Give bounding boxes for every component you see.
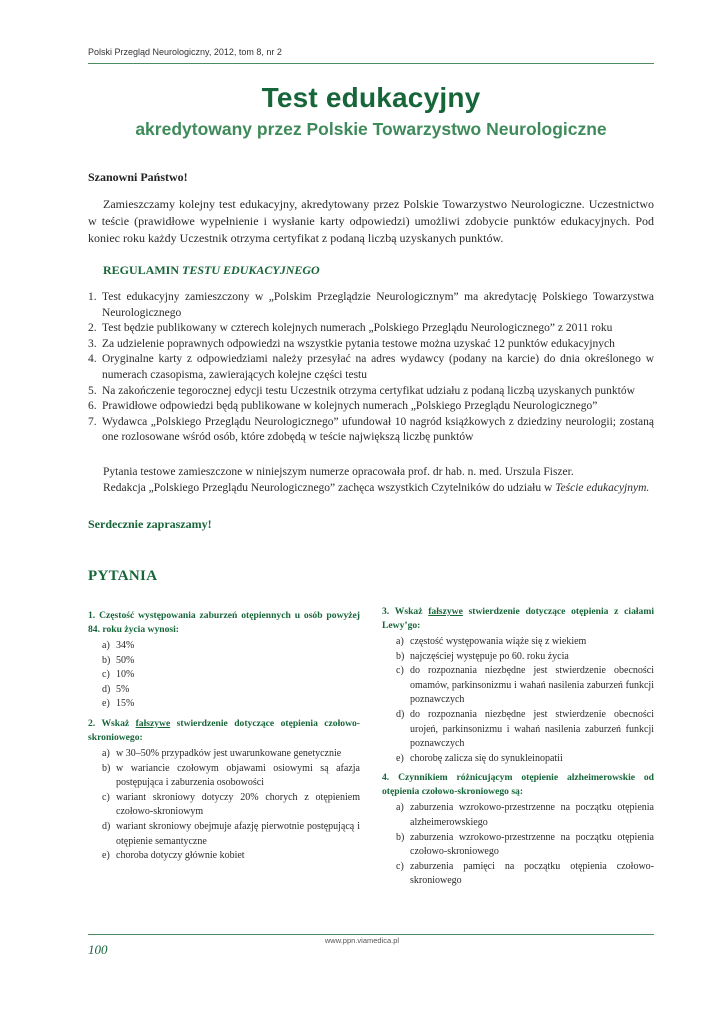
regulamin-item-number: 3. xyxy=(88,337,97,350)
footer-rule xyxy=(88,934,654,935)
answer-option-text: częstość występowania wiąże się z wiekiem xyxy=(410,636,587,647)
answer-option-text: w wariancie czołowym objawami osiowymi są afazja postępująca i zaburzenia osobowości xyxy=(116,762,360,789)
answer-option xyxy=(88,791,360,820)
regulamin-item-text: Oryginalne karty z odpowiedziami należy przesyłać na adres wydawcy (podany na karcie) do dnia określonego w numerach czasopisma, zawierających kolejne części testu xyxy=(102,353,654,381)
answer-option xyxy=(382,664,654,708)
answer-option-text: 5% xyxy=(116,683,130,695)
answer-option-letter: c) xyxy=(396,665,404,677)
question-text-part: 1. Częstość występowania zaburzeń otępiennych u osób powyżej 84. roku życia wynosi: xyxy=(88,610,360,635)
question-1-options xyxy=(88,639,360,712)
question-1-text xyxy=(88,609,360,637)
answer-option-letter: a) xyxy=(102,640,110,651)
answer-option-text: 15% xyxy=(116,698,135,710)
question-2-options xyxy=(88,747,360,864)
answer-option-text: zaburzenia wzrokowo-przestrzenne na początku otępienia czołowo-skroniowego xyxy=(410,831,654,858)
answer-option xyxy=(88,639,360,654)
invitation: Serdecznie zapraszamy! xyxy=(88,517,212,531)
answer-option xyxy=(382,801,654,830)
closing-line-1: Pytania testowe zamieszczone w niniejszym numerze opracowała prof. dr hab. n. med. Urszula Fiszer. xyxy=(103,466,574,478)
question-4-text xyxy=(382,771,654,799)
regulamin-item-text: Wydawca „Polskiego Przeglądu Neurologicznego” ufundował 10 nagród książkowych z dziedziny neurologii; zostaną one rozlosowane wśród osób, które zdobędą w teście największą liczbę punktów xyxy=(102,415,654,444)
answer-option-text: 50% xyxy=(116,654,135,666)
intro-paragraph xyxy=(88,196,654,247)
answer-option-text: do rozpoznania niezbędne jest stwierdzenie obecności omamów, parkinsonizmu i wahań nasilenia zaburzeń funkcji poznawczych xyxy=(410,665,654,706)
question-text-part: 2. Wskaż xyxy=(88,717,136,729)
closing-line-2 xyxy=(103,481,654,497)
header-rule xyxy=(88,63,654,64)
regulamin-item xyxy=(88,337,654,353)
page-subtitle: akredytowany przez Polskie Towarzystwo Neurologiczne xyxy=(135,119,607,139)
answer-option-letter: b) xyxy=(102,762,111,774)
closing-line-2-italic: Teście edukacyjnym. xyxy=(555,481,650,494)
answer-option-letter: e) xyxy=(396,752,404,764)
question-4-options xyxy=(382,801,654,889)
answer-option-letter: e) xyxy=(102,850,110,862)
questions-heading: PYTANIA xyxy=(88,568,158,584)
regulamin-item-text: Prawidłowe odpowiedzi będą publikowane w kolejnych numerach „Polskiego Przeglądu Neurologicznego” xyxy=(102,400,598,413)
regulamin-item-text: Test będzie publikowany w czterech kolejnych numerach „Polskiego Przeglądu Neurologicznego” z 2011 roku xyxy=(102,322,613,335)
answer-option-text: 34% xyxy=(116,640,135,651)
answer-option-letter: c) xyxy=(102,669,110,681)
question-2-text xyxy=(88,717,360,745)
regulamin-item-text: Na zakończenie tegorocznej edycji testu Uczestnik otrzyma certyfikat udziału z podaną liczbą uzyskanych punktów xyxy=(102,384,635,397)
answer-option-letter: d) xyxy=(102,683,111,695)
answer-option xyxy=(382,708,654,752)
intro-text: Zamieszczamy kolejny test edukacyjny, akredytowany przez Polskie Towarzystwo Neurologiczne. Uczestnictwo w teście (prawidłowe wypełnienie i wysłanie karty odpowiedzi) umożliwi zdobycie punktów edukacyjnych. Pod koniec roku każdy Uczestnik otrzyma certyfikat z podaną liczbą uzyskanych punktów. xyxy=(88,197,654,245)
page-title: Test edukacyjny xyxy=(261,82,481,113)
regulamin-item-number: 2. xyxy=(88,322,97,335)
regulamin-item xyxy=(88,415,654,446)
answer-option-letter: a) xyxy=(396,636,404,647)
answer-option-letter: a) xyxy=(396,802,404,814)
answer-option xyxy=(382,831,654,860)
page-number: 100 xyxy=(88,942,108,957)
answer-option xyxy=(382,635,654,650)
regulamin-item xyxy=(88,384,654,400)
questions-column-left xyxy=(88,609,360,869)
answer-option-letter: c) xyxy=(396,860,404,872)
answer-option-letter: c) xyxy=(102,791,110,803)
regulamin-heading-prefix: REGULAMIN xyxy=(103,263,183,277)
answer-option-letter: d) xyxy=(102,820,111,832)
answer-option-letter: b) xyxy=(396,650,405,662)
question-text-part: stwierdzenie dotyczące otępienia z ciałami Lewy’go: xyxy=(382,606,654,631)
answer-option xyxy=(88,668,360,683)
running-head: Polski Przegląd Neurologiczny, 2012, tom 8, nr 2 xyxy=(88,47,282,57)
question-text-part: 4. Czynnikiem różnicującym otępienie alzheimerowskie od otępienia czołowo-skroniowego są: xyxy=(382,772,654,798)
answer-option xyxy=(88,820,360,849)
answer-option-text: do rozpoznania niezbędne jest stwierdzenie obecności urojeń, parkinsonizmu i wahań nasilenia zaburzeń funkcji poznawczych xyxy=(410,708,654,750)
question-3-text xyxy=(382,605,654,633)
answer-option xyxy=(382,752,654,767)
answer-option xyxy=(382,860,654,889)
answer-option-text: wariant skroniowy obejmuje afazję pierwotnie postępującą i otępienie semantyczne xyxy=(116,820,360,847)
answer-option xyxy=(88,654,360,669)
answer-option xyxy=(382,650,654,665)
closing-line-2-prefix: Redakcja „Polskiego Przeglądu Neurologicznego” zachęca wszystkich Czytelników do udziału w xyxy=(103,481,556,494)
answer-option-letter: a) xyxy=(102,747,110,759)
answer-option-text: 10% xyxy=(116,669,135,681)
regulamin-item-number: 7. xyxy=(88,415,97,428)
greeting: Szanowni Państwo! xyxy=(88,170,188,184)
regulamin-item xyxy=(88,290,654,321)
regulamin-list xyxy=(88,290,654,446)
answer-option-text: zaburzenia wzrokowo-przestrzenne na początku otępienia alzheimerowskiego xyxy=(410,802,654,828)
closing-paragraph xyxy=(103,465,654,496)
answer-option-letter: b) xyxy=(102,654,111,666)
regulamin-item-text: Test edukacyjny zamieszczony w „Polskim Przeglądzie Neurologicznym” ma akredytację Polskiego Towarzystwa Neurologicznego xyxy=(102,291,654,319)
question-emphasis: fałszywe xyxy=(428,606,463,617)
regulamin-item-number: 1. xyxy=(88,291,97,303)
regulamin-heading xyxy=(103,263,320,278)
answer-option-text: w 30–50% przypadków jest uwarunkowane genetycznie xyxy=(116,747,342,759)
answer-option xyxy=(88,683,360,698)
questions-column-right xyxy=(382,605,654,894)
answer-option-letter: e) xyxy=(102,698,110,710)
answer-option xyxy=(88,849,360,864)
regulamin-item xyxy=(88,352,654,383)
answer-option-text: choroba dotyczy głównie kobiet xyxy=(116,850,245,862)
regulamin-item xyxy=(88,399,654,415)
regulamin-item-number: 4. xyxy=(88,353,97,366)
footer-url: www.ppn.viamedica.pl xyxy=(324,936,400,945)
regulamin-heading-italic: TESTU EDUKACYJNEGO xyxy=(182,263,320,277)
regulamin-item-number: 6. xyxy=(88,400,97,413)
regulamin-item xyxy=(88,321,654,337)
regulamin-item-text: Za udzielenie poprawnych odpowiedzi na wszystkie pytania testowe można uzyskać 12 punktów edukacyjnych xyxy=(102,337,615,350)
answer-option xyxy=(88,697,360,712)
question-3-options xyxy=(382,635,654,766)
answer-option-letter: b) xyxy=(396,831,405,843)
answer-option-text: chorobę zalicza się do synukleinopatii xyxy=(410,752,563,764)
regulamin-item-number: 5. xyxy=(88,384,97,397)
answer-option-text: wariant skroniowy dotyczy 20% chorych z otępieniem czołowo-skroniowym xyxy=(116,791,360,818)
answer-option-text: zaburzenia pamięci na początku otępienia czołowo-skroniowego xyxy=(410,860,654,887)
answer-option-text: najczęściej występuje po 60. roku życia xyxy=(410,650,569,662)
question-text-part: 3. Wskaż xyxy=(382,606,429,617)
question-emphasis: fałszywe xyxy=(135,717,171,729)
question-text-part: stwierdzenie dotyczące otępienia czołowo-skroniowego: xyxy=(88,717,360,743)
answer-option xyxy=(88,747,360,762)
answer-option-letter: d) xyxy=(396,708,405,720)
answer-option xyxy=(88,762,360,791)
